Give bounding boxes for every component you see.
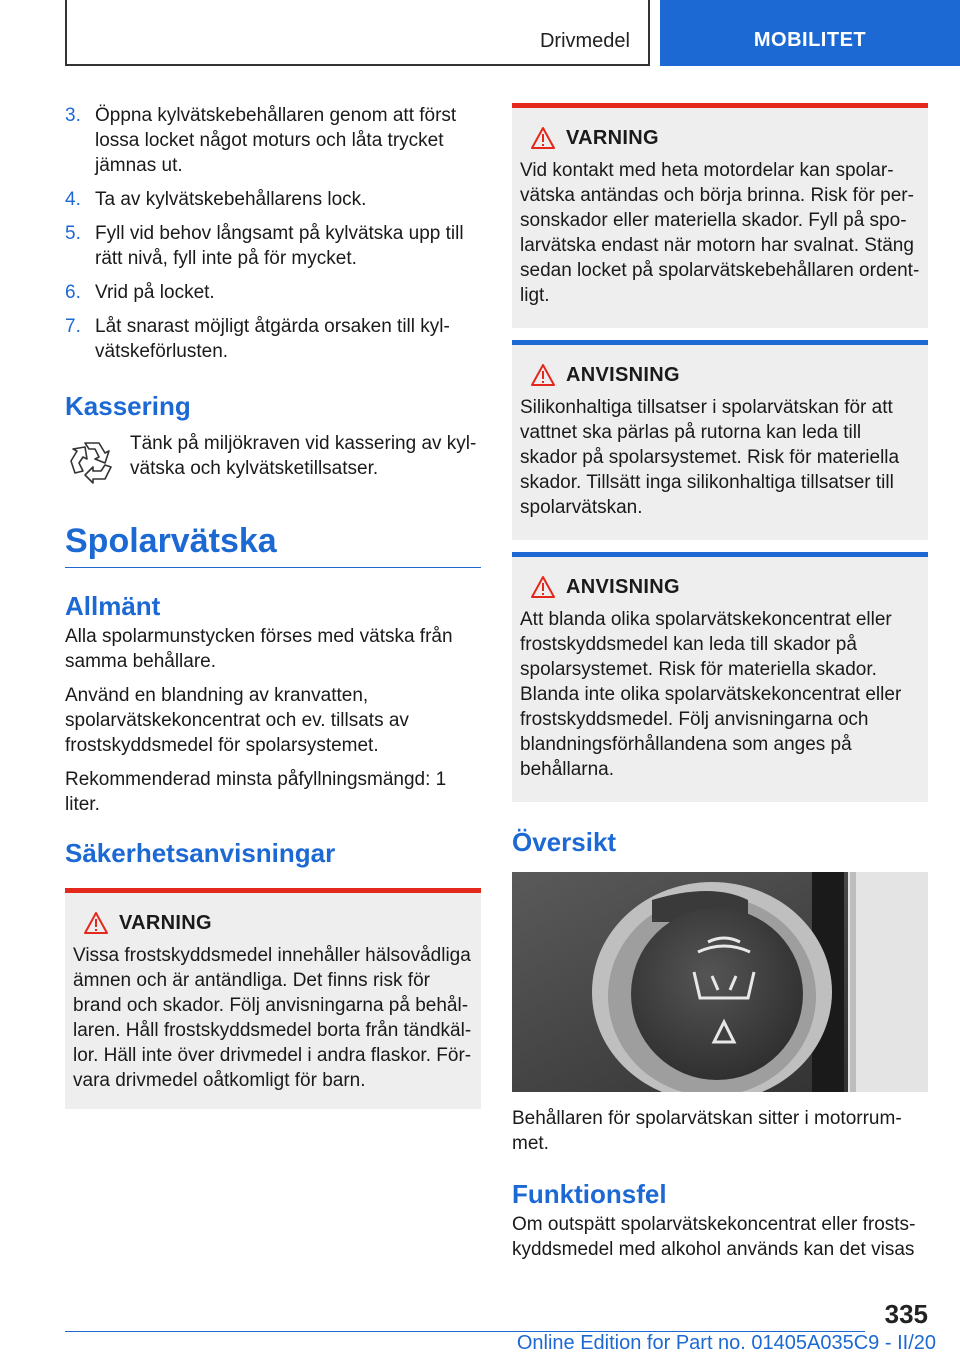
step-number: 6. bbox=[65, 282, 81, 303]
allmant-paragraph: Alla spolarmunstycken förses med vätska från samma behållare. bbox=[65, 626, 453, 672]
warning-title: VARNING bbox=[119, 912, 212, 934]
step-text: Låt snarast möjligt åtgärda orsaken till kylvätskeförlusten. bbox=[95, 316, 450, 362]
list-item bbox=[65, 187, 481, 212]
right-column bbox=[512, 103, 928, 1271]
warning-text: Vissa frostskyddsmedel innehåller hälsovådliga ämnen och är antändliga. Det finns risk för brand och skador. Följ anvisningarna på behållaren. Håll frostskyddsmedel borta från tändkällor. Häll inte över drivmedel i andra flaskor. Förvara drivmedel oåtkomligt för barn. bbox=[73, 945, 472, 1091]
step-text: Vrid på locket. bbox=[95, 282, 215, 303]
step-number: 3. bbox=[65, 105, 81, 126]
step-number: 7. bbox=[65, 316, 81, 337]
warning-box bbox=[65, 888, 481, 1109]
recycle-icon bbox=[67, 437, 117, 487]
warning-box bbox=[512, 103, 928, 328]
washer-reservoir-photo bbox=[512, 872, 928, 1092]
allmant-heading: Allmänt bbox=[65, 591, 161, 621]
step-list bbox=[65, 103, 481, 364]
list-item bbox=[65, 314, 481, 364]
step-number: 5. bbox=[65, 223, 81, 244]
footer-edition-link[interactable]: Online Edition for Part no. 01405A035C9 - II/20 bbox=[516, 1332, 936, 1354]
notice-title-row bbox=[520, 575, 920, 601]
washer-cap-image bbox=[512, 872, 928, 1092]
warning-triangle-icon bbox=[530, 575, 556, 599]
warning-triangle-icon bbox=[530, 126, 556, 150]
notice-text: Silikonhaltiga tillsatser i spolarvätskan för att vattnet ska pärlas på rutorna kan leda till skador på spolarsystemet. Risk för materiella skador. Tillsätt inga silikonhaltiga tillsatser till spolarvätskan. bbox=[520, 397, 900, 518]
notice-title-row bbox=[520, 363, 920, 389]
photo-caption: Behållaren för spolarvätskan sitter i motorrummet. bbox=[512, 1108, 902, 1154]
allmant-paragraph: Rekommenderad minsta påfyllningsmängd: 1 liter. bbox=[65, 769, 447, 815]
warning-title: VARNING bbox=[566, 127, 659, 149]
funktionsfel-text: Om outspätt spolarvätskekoncentrat eller frostskyddsmedel med alkohol används kan det visas bbox=[512, 1214, 916, 1260]
left-column bbox=[65, 103, 481, 1109]
header-tab-mobilitet[interactable] bbox=[660, 0, 960, 66]
warning-title-row bbox=[73, 911, 473, 937]
page-number: 335 bbox=[884, 1299, 928, 1329]
kassering-text: Tänk på miljökraven vid kassering av kylvätska och kylvätsketillsatser. bbox=[130, 433, 477, 479]
step-text: Öppna kylvätskebehållaren genom att först lossa locket något moturs och låta trycket jämnas ut. bbox=[95, 105, 457, 176]
step-text: Fyll vid behov långsamt på kylvätska upp till rätt nivå, fyll inte på för mycket. bbox=[95, 223, 464, 269]
notice-title: ANVISNING bbox=[566, 576, 680, 598]
list-item bbox=[65, 280, 481, 305]
step-text: Ta av kylvätskebehållarens lock. bbox=[95, 189, 367, 210]
warning-triangle-icon bbox=[83, 911, 109, 935]
step-number: 4. bbox=[65, 189, 81, 210]
warning-text: Vid kontakt med heta motordelar kan spolarvätska antändas och börja brinna. Risk för personskador eller materiella skador. Fyll på spolarvätska endast när motorn har svalnat. Stäng sedan locket på spolarvätskebehållaren ordentligt. bbox=[520, 160, 920, 306]
list-item bbox=[65, 221, 481, 271]
notice-box bbox=[512, 552, 928, 802]
funktionsfel-heading: Funktionsfel bbox=[512, 1179, 667, 1209]
header-frame bbox=[65, 0, 650, 66]
header-tab-label: MOBILITET bbox=[753, 29, 867, 51]
notice-title: ANVISNING bbox=[566, 364, 680, 386]
kassering-block bbox=[65, 431, 481, 481]
header-section-title: Drivmedel bbox=[539, 30, 630, 52]
chapter-title: Spolarvätska bbox=[65, 522, 277, 560]
sakerhet-heading: Säkerhetsanvisningar bbox=[65, 838, 336, 868]
chapter-divider bbox=[65, 567, 481, 568]
oversikt-heading: Översikt bbox=[512, 827, 617, 857]
warning-triangle-icon bbox=[530, 363, 556, 387]
warning-title-row bbox=[520, 126, 920, 152]
notice-text: Att blanda olika spolarvätskekoncentrat eller frostskyddsmedel kan leda till skador på spolarsystemet. Risk för materiella skador. Blanda inte olika spolarvätskekoncentrat eller frostskyddsmedel. Följ anvisningarna och blandningsförhållandena som anges på behållarna. bbox=[520, 609, 902, 780]
kassering-heading: Kassering bbox=[65, 391, 191, 421]
list-item bbox=[65, 103, 481, 178]
notice-box bbox=[512, 340, 928, 540]
allmant-paragraph: Använd en blandning av kranvatten, spolarvätskekoncentrat och ev. tillsats av frostskyddsmedel för spolarsystemet. bbox=[65, 685, 409, 756]
